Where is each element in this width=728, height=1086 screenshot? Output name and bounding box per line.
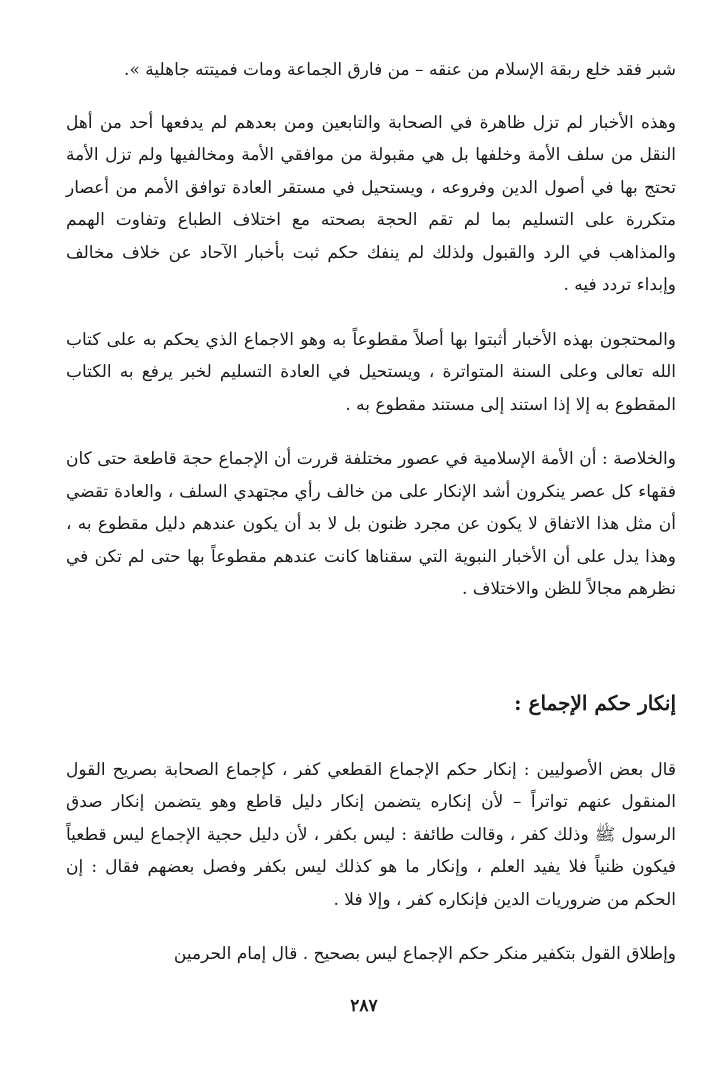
paragraph-imam-haramayn: وإطلاق القول بتكفير منكر حكم الإجماع ليس بصحيح . قال إمام الحرمين bbox=[173, 944, 676, 964]
paragraph-usuli-opinions: قال بعض الأصوليين : إنكار حكم الإجماع القطعي كفر ، كإجماع الصحابة بصريح القول المنقول عنهم تواتراً – لأن إنكاره يتضمن إنكار دليل قاطع وهو يتضمن إنكار صدق الرسول ﷺ وذلك كفر ، وقالت طائفة : ليس بكفر ، لأن دليل حجية الإجماع ليس قطعياً فيكون ظنياً فلا يفيد العلم ، وإنكار ما هو كذلك ليس بكفر وفصل بعضهم فقال : إن الحكم من ضروريات الدين فإنكاره كفر ، وإلا فلا . bbox=[66, 759, 676, 910]
paragraph-hadith-ending: شبر فقد خلع ربقة الإسلام من عنقه – من فارق الجماعة ومات فميتته جاهلية ». bbox=[124, 60, 676, 80]
section-heading: إنكار حكم الإجماع : bbox=[514, 690, 676, 715]
page-number: ٢٨٧ bbox=[350, 996, 378, 1016]
paragraph-conclusion: والخلاصة : أن الأمة الإسلامية في عصور مختلفة قررت أن الإجماع حجة قاطعة حتى كان فقهاء كل عصر ينكرون أشد الإنكار على من خالف رأي مجتهدي السلف ، والعادة تقضي أن مثل هذا الاتفاق لا يكون عن مجرد ظنون بل لا بد أن يكون عندهم دليل مقطوع به ، وهذا يدل على أن الأخبار النبوية التي سقناها كانت عندهم مقطوعاً بها حتى لم تكن في نظرهم مجالاً للظن والاختلاف . bbox=[66, 449, 676, 599]
paragraph-argument-consensus: والمحتجون بهذه الأخبار أثبتوا بها أصلاً مقطوعاً به وهو الاجماع الذي يحكم به على كتاب الله تعالى وعلى السنة المتواترة ، ويستحيل في العادة التسليم لخبر يرفع به الكتاب المقطوع به إلا إذا استند إلى مستند مقطوع به . bbox=[66, 329, 676, 415]
paragraph-reports-evidence: وهذه الأخبار لم تزل ظاهرة في الصحابة والتابعين ومن بعدهم لم يدفعها أحد من أهل النقل من سلف الأمة وخلفها بل هي مقبولة من موافقي الأمة ومخالفيها ولم تزل الأمة تحتج بها في أصول الدين وفروعه ، ويستحيل في مستقر العادة توافق الأمم من أعصار متكررة على التسليم بما لم تقم الحجة بصحته مع اختلاف الطباع وتفاوت الهمم والمذاهب في الرد والقبول ولذلك لم ينفك حكم ثبت بأخبار الآحاد عن خلاف مخالف وإبداء تردد فيه . bbox=[66, 112, 676, 295]
